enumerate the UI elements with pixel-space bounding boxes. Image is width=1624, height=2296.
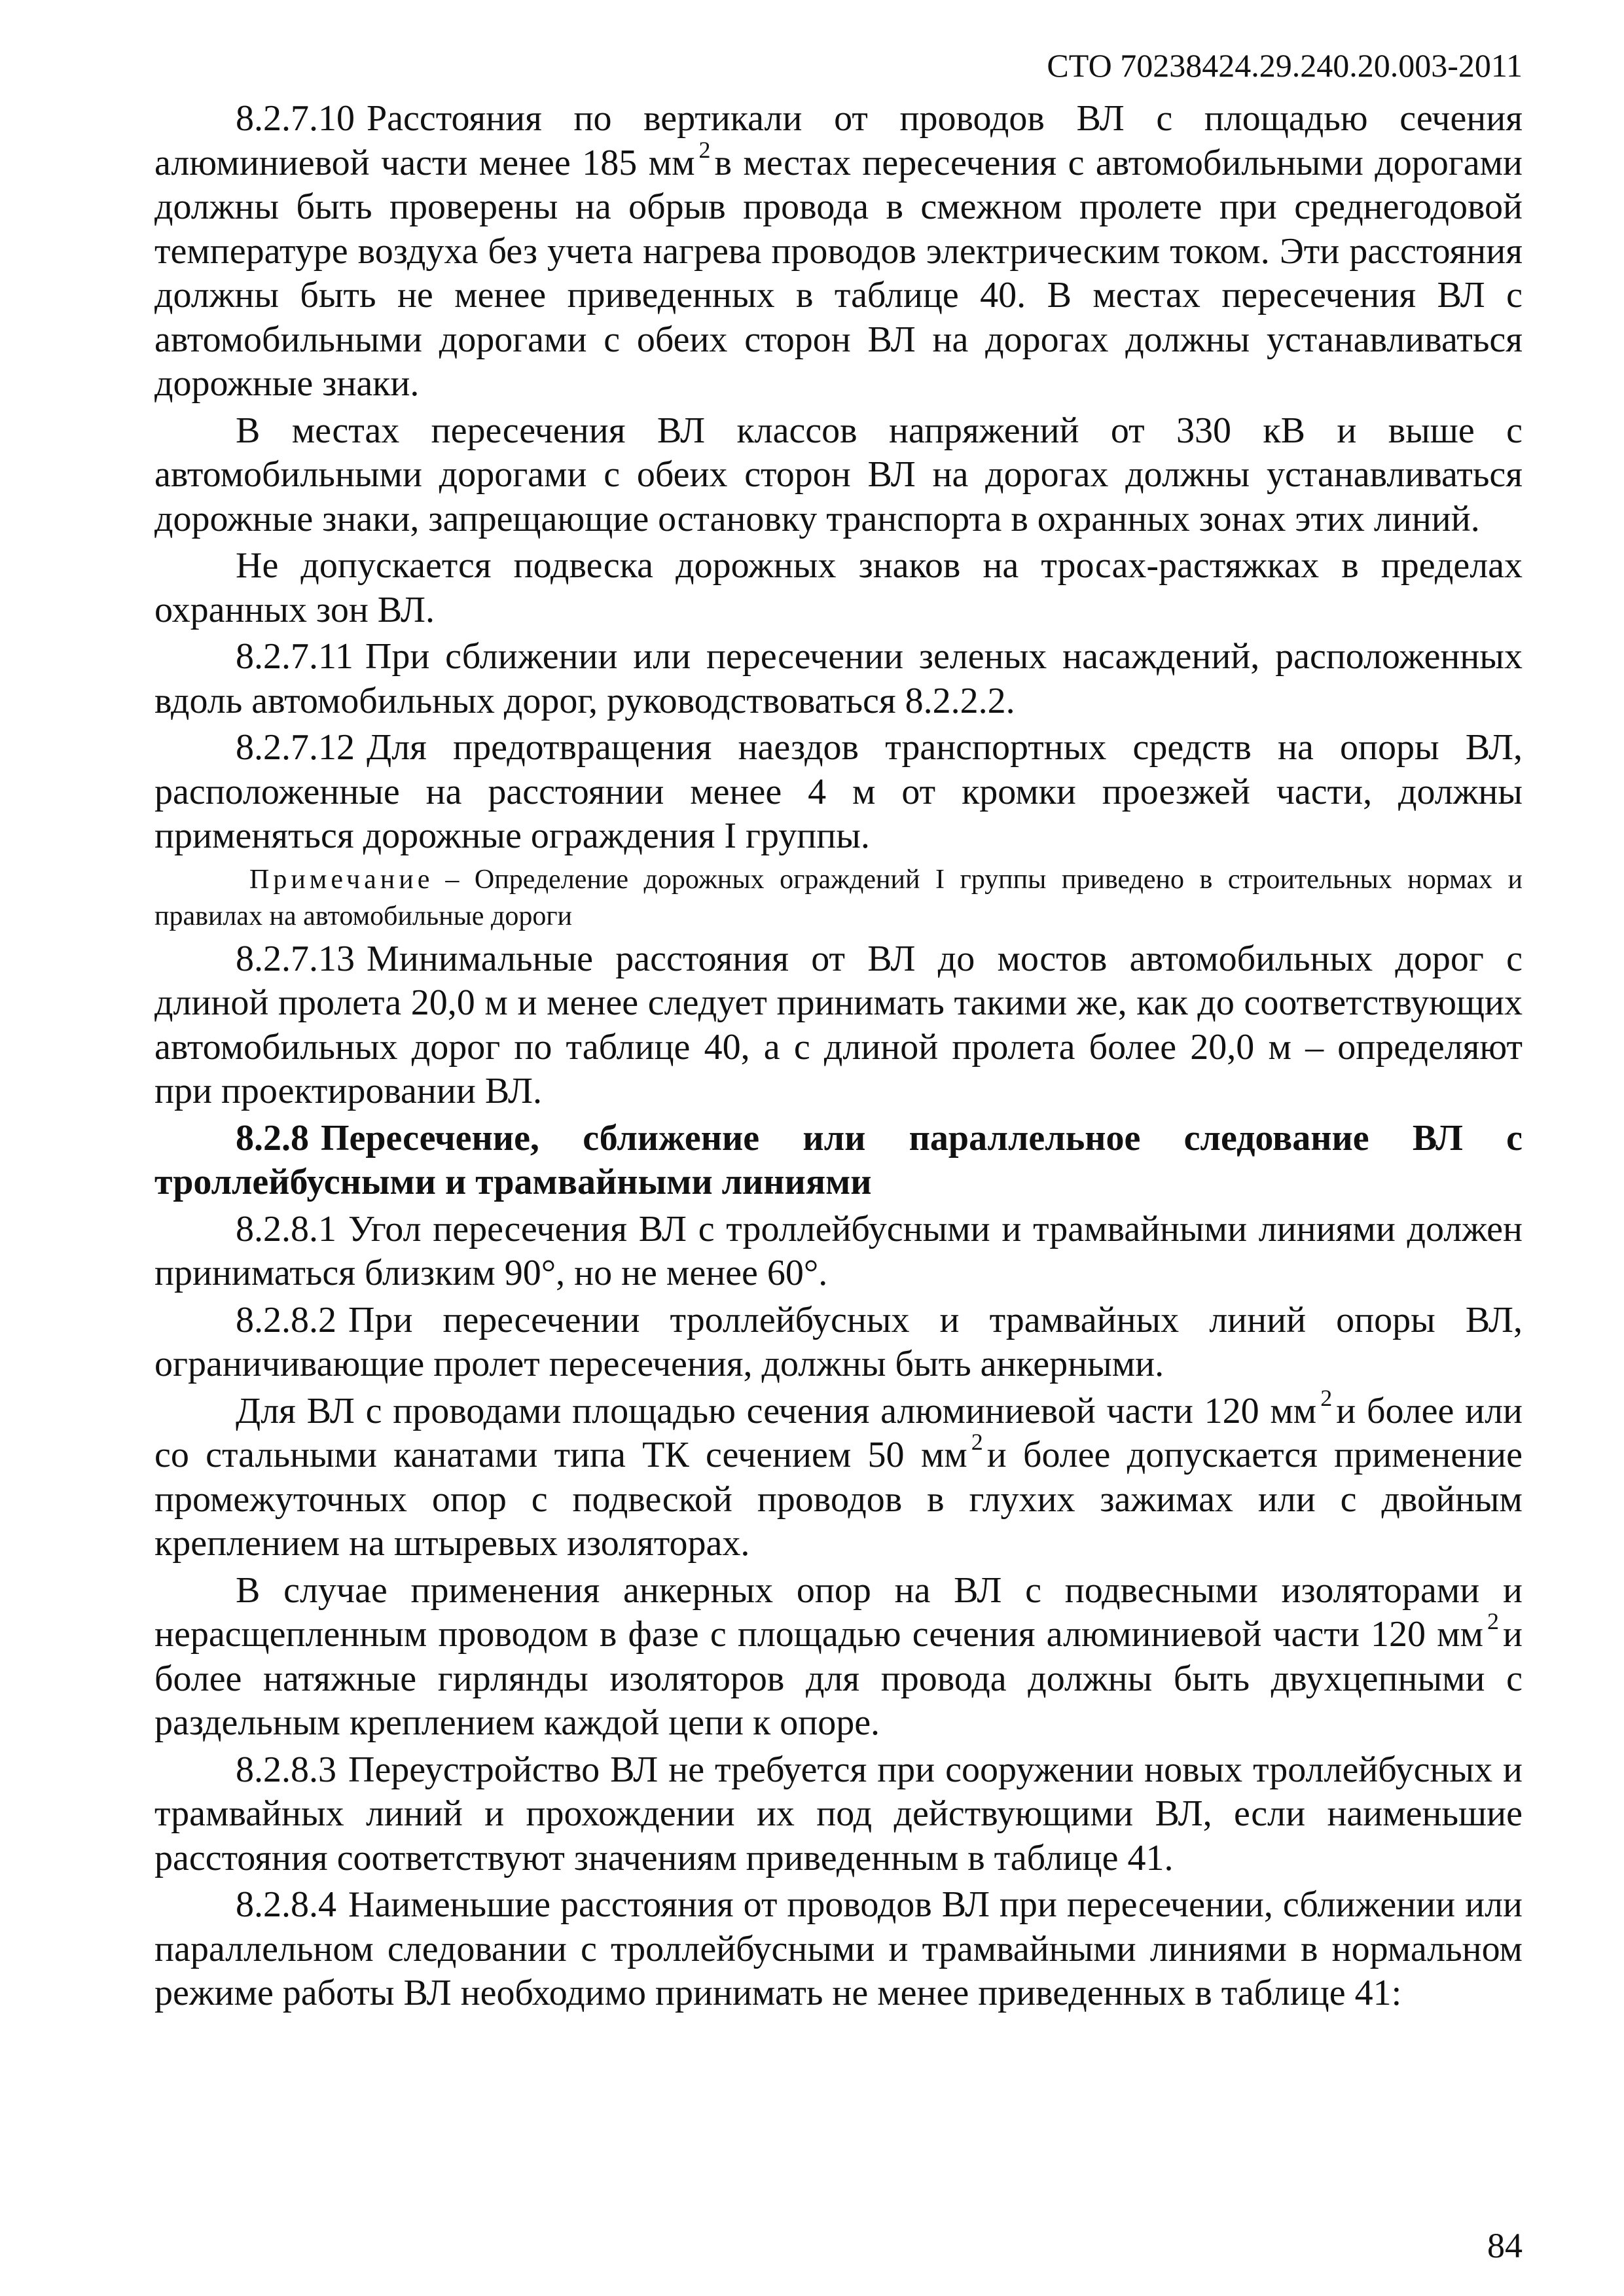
paragraph-8-2-8-2 [154, 1299, 1523, 1387]
paragraph-text: Наименьшие расстояния от проводов ВЛ при пересечении, сближении или параллельном следовании с троллейбусными и трамвайными линиями в нормальном режиме работы ВЛ необходимо принимать не менее приведенных в таблице 41: [154, 1884, 1523, 2013]
page-number: 84 [1487, 2226, 1523, 2265]
paragraph-text: Переустройство ВЛ не требуется при сооружении новых троллейбусных и трамвайных линий и прохождении их под действующими ВЛ, если наименьшие расстояния соответствуют значениям приведенным в таблице 41. [154, 1749, 1523, 1878]
clause-number: 8.2.7.10 [236, 98, 355, 139]
paragraph [154, 1569, 1523, 1746]
paragraph-text: и более натяжные гирлянды изоляторов для провода должны быть двухцепными с раздельным креплением каждой цепи к опоре. [154, 1614, 1523, 1743]
paragraph-8-2-8-4 [154, 1883, 1523, 2016]
paragraph-text: При сближении или пересечении зеленых насаждений, расположенных вдоль автомобильных дорог, руководствоваться 8.2.2.2. [154, 636, 1523, 721]
clause-number: 8.2.8.3 [236, 1749, 336, 1790]
section-number: 8.2.8 [236, 1117, 309, 1158]
paragraph-8-2-7-10 [154, 97, 1523, 406]
paragraph-text: Минимальные расстояния от ВЛ до мостов автомобильных дорог с длиной пролета 20,0 м и менее следует принимать такими же, как до соответствующих автомобильных дорог по таблице 40, а с длиной пролета более 20,0 м – определяют при проектировании ВЛ. [154, 938, 1523, 1111]
paragraph-text: Расстояния по вертикали от проводов ВЛ с площадью сечения алюминиевой части менее 185 мм [154, 98, 1523, 183]
paragraph-8-2-8-1 [154, 1208, 1523, 1296]
superscript: 2 [971, 1429, 983, 1455]
note-label: Примечание [249, 864, 434, 895]
section-title: Пересечение, сближение или параллельное следование ВЛ с троллейбусными и трамвайными линиями [154, 1117, 1523, 1202]
paragraph-text: Для предотвращения наездов транспортных средств на опоры ВЛ, расположенные на расстоянии менее 4 м от кромки проезжей части, должны применяться дорожные ограждения I группы. [154, 727, 1523, 856]
superscript: 2 [1487, 1608, 1500, 1634]
paragraph-text: При пересечении троллейбусных и трамвайных линий опоры ВЛ, ограничивающие пролет пересечения, должны быть анкерными. [154, 1299, 1523, 1384]
paragraph-8-2-7-11 [154, 635, 1523, 723]
clause-number: 8.2.7.12 [236, 727, 355, 768]
clause-number: 8.2.8.1 [236, 1208, 336, 1249]
paragraph-text: в местах пересечения с автомобильными дорогами должны быть проверены на обрыв провода в смежном пролете при среднегодовой температуре воздуха без учета нагрева проводов электрическим током. Эти расстояния должны быть не менее приведенных в таблице 40. В местах пересечения ВЛ с автомобильными дорогами с обеих сторон ВЛ на дорогах должны устанавливаться дорожные знаки. [154, 142, 1523, 404]
clause-number: 8.2.7.11 [236, 636, 353, 677]
clause-number: 8.2.8.4 [236, 1884, 336, 1925]
paragraph: В местах пересечения ВЛ классов напряжений от 330 кВ и выше с автомобильными дорогами с обеих сторон ВЛ на дорогах должны устанавливаться дорожные знаки, запрещающие остановку транспорта в охранных зонах этих линий. [154, 410, 1523, 539]
paragraph-text: и более или со стальными канатами типа ТК сечением 50 мм [154, 1390, 1523, 1475]
document-code-header: СТО 70238424.29.240.20.003-2011 [1047, 47, 1523, 84]
paragraph [154, 1384, 1523, 1566]
paragraph-8-2-7-12 [154, 726, 1523, 859]
superscript: 2 [698, 136, 711, 163]
clause-number: 8.2.8.2 [236, 1299, 336, 1340]
paragraph: Не допускается подвеска дорожных знаков на тросах-растяжках в пределах охранных зон ВЛ. [154, 545, 1523, 630]
section-heading-8-2-8 [154, 1117, 1523, 1205]
paragraph-8-2-8-3 [154, 1748, 1523, 1881]
paragraph-8-2-7-13 [154, 937, 1523, 1114]
clause-number: 8.2.7.13 [236, 938, 355, 979]
note-text: – Определение дорожных ограждений I группы приведено в строительных нормах и правилах на автомобильные дороги [154, 864, 1523, 931]
paragraph-text: В случае применения анкерных опор на ВЛ с подвесными изоляторами и нерасщепленным проводом в фазе с площадью сечения алюминиевой части 120 мм [154, 1570, 1523, 1655]
note [154, 861, 1523, 935]
superscript: 2 [1320, 1384, 1333, 1411]
paragraph-text: Угол пересечения ВЛ с троллейбусными и трамвайными линиями должен приниматься близким 90°, но не менее 60°. [154, 1208, 1523, 1293]
paragraph-text: и более допускается применение промежуточных опор с подвеской проводов в глухих зажимах или с двойным креплением на штыревых изоляторах. [154, 1435, 1523, 1564]
paragraph-text: Для ВЛ с проводами площадью сечения алюминиевой части 120 мм [236, 1390, 1317, 1431]
document-page [154, 39, 1523, 2016]
